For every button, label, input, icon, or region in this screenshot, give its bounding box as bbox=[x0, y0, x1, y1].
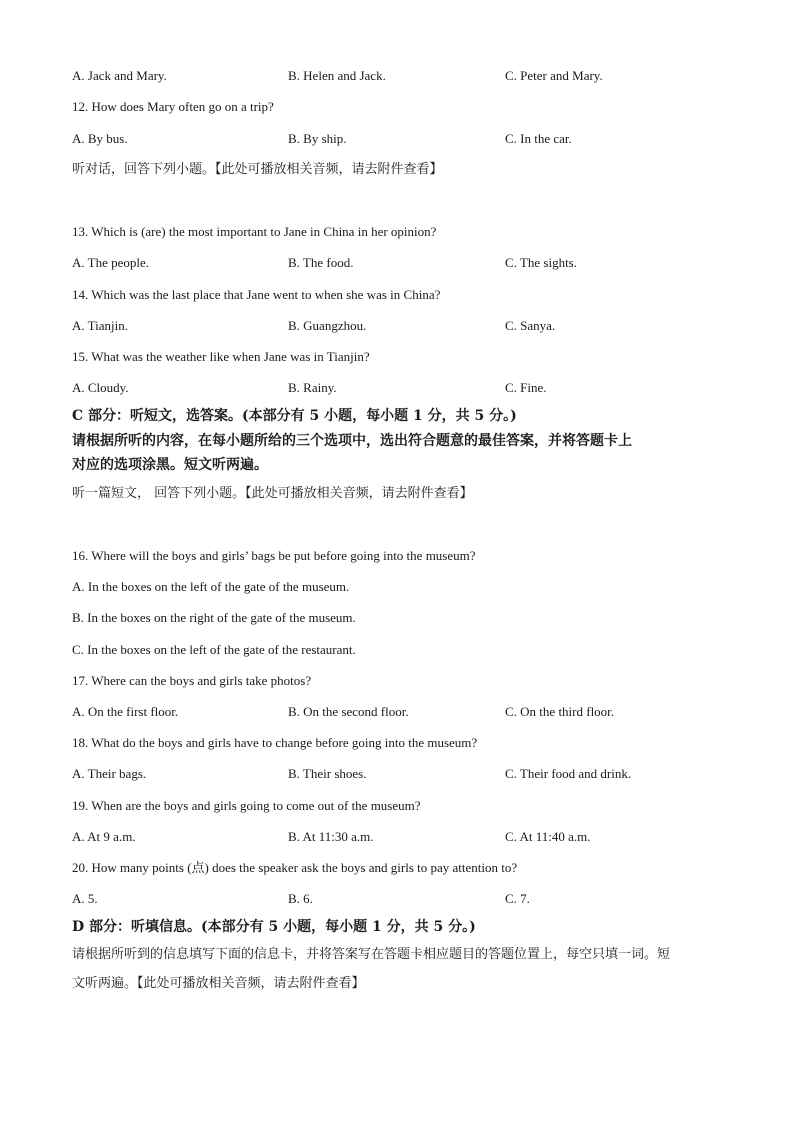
q17-option-c: C. On the third floor. bbox=[505, 704, 615, 719]
q17-option-a: A. On the first floor. bbox=[72, 704, 179, 719]
dialog-instruction: 听对话，回答下列小题。【此处可播放相关音频，请去附件查看】 bbox=[72, 162, 443, 177]
q11-option-c: C. Peter and Mary. bbox=[505, 68, 603, 83]
q16-question: 16. Where will the boys and girls’ bags be put before going into the museum? bbox=[72, 548, 476, 563]
section-d-instruction-2: 文听两遍。【此处可播放相关音频，请去附件查看】 bbox=[72, 976, 365, 991]
q18-question: 18. What do the boys and girls have to change before going into the museum? bbox=[72, 735, 478, 750]
q12-question: 12. How does Mary often go on a trip? bbox=[72, 99, 274, 114]
section-c-instruction-1: 请根据所听的内容，在每小题所给的三个选项中，选出符合题意的最佳答案，并将答题卡上 bbox=[72, 433, 632, 449]
q17-question: 17. Where can the boys and girls take photos? bbox=[72, 673, 312, 688]
q16-option-b: B. In the boxes on the right of the gate of the museum. bbox=[72, 610, 356, 625]
q11-option-a: A. Jack and Mary. bbox=[72, 68, 167, 83]
q20-option-b: B. 6. bbox=[288, 891, 313, 906]
q12-option-b: B. By ship. bbox=[288, 131, 347, 146]
section-c-instruction-2: 对应的选项涂黑。短文听两遍。 bbox=[72, 457, 268, 473]
q19-option-a: A. At 9 a.m. bbox=[72, 829, 136, 844]
q14-option-c: C. Sanya. bbox=[505, 318, 556, 333]
q19-option-b: B. At 11:30 a.m. bbox=[288, 829, 374, 844]
q13-option-b: B. The food. bbox=[288, 255, 354, 270]
q18-option-b: B. Their shoes. bbox=[288, 766, 367, 781]
q16-option-a: A. In the boxes on the left of the gate of the museum. bbox=[72, 579, 350, 594]
q14-option-a: A. Tianjin. bbox=[72, 318, 128, 333]
q12-option-c: C. In the car. bbox=[505, 131, 572, 146]
q19-option-c: C. At 11:40 a.m. bbox=[505, 829, 591, 844]
q15-option-a: A. Cloudy. bbox=[72, 380, 129, 395]
q17-option-b: B. On the second floor. bbox=[288, 704, 409, 719]
q18-option-c: C. Their food and drink. bbox=[505, 766, 632, 781]
q20-option-a: A. 5. bbox=[72, 891, 98, 906]
q20-question: 20. How many points (点) does the speaker ask the boys and girls to pay attention to? bbox=[72, 860, 518, 875]
section-d-heading: D 部分：听填信息。(本部分有 5 小题，每小题 1 分，共 5 分。) bbox=[72, 919, 476, 935]
q13-question: 13. Which is (are) the most important to Jane in China in her opinion? bbox=[72, 224, 437, 239]
q13-option-a: A. The people. bbox=[72, 255, 150, 270]
q20-option-c: C. 7. bbox=[505, 891, 530, 906]
q19-question: 19. When are the boys and girls going to come out of the museum? bbox=[72, 798, 421, 813]
q15-question: 15. What was the weather like when Jane was in Tianjin? bbox=[72, 349, 370, 364]
q11-option-b: B. Helen and Jack. bbox=[288, 68, 386, 83]
q15-option-c: C. Fine. bbox=[505, 380, 547, 395]
section-c-heading: C 部分：听短文，选答案。(本部分有 5 小题，每小题 1 分，共 5 分。) bbox=[72, 408, 517, 424]
passage-instruction: 听一篇短文， 回答下列小题。【此处可播放相关音频，请去附件查看】 bbox=[72, 486, 473, 501]
q16-option-c: C. In the boxes on the left of the gate of the restaurant. bbox=[72, 642, 356, 657]
q15-option-b: B. Rainy. bbox=[288, 380, 337, 395]
q13-option-c: C. The sights. bbox=[505, 255, 577, 270]
q14-option-b: B. Guangzhou. bbox=[288, 318, 367, 333]
section-d-instruction-1: 请根据所听到的信息填写下面的信息卡，并将答案写在答题卡相应题目的答题位置上，每空只填一词。短 bbox=[72, 947, 671, 962]
q12-option-a: A. By bus. bbox=[72, 131, 128, 146]
q18-option-a: A. Their bags. bbox=[72, 766, 147, 781]
q14-question: 14. Which was the last place that Jane went to when she was in China? bbox=[72, 287, 441, 302]
